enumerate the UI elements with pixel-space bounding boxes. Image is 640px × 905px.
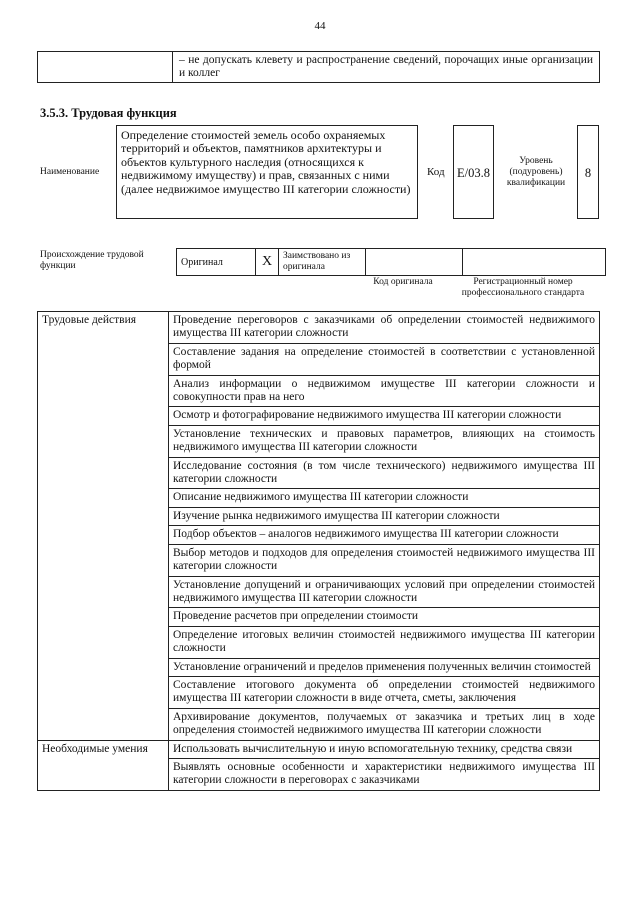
previous-table-fragment xyxy=(37,51,600,83)
section-title: 3.5.3. Трудовая функция xyxy=(40,106,177,120)
reg-number-caption: Регистрационный номер профессионального стандарта xyxy=(461,277,585,298)
labor-action-row-text: Составление задания на определение стоимостей в соответствии с установленной формой xyxy=(169,343,600,375)
code-label: Код xyxy=(427,166,445,178)
code-original-caption: Код оригинала xyxy=(373,277,433,287)
skills-label: Необходимые умения xyxy=(38,740,169,790)
labor-action-row-text: Подбор объектов – аналогов недвижимого имущества III категории сложности xyxy=(169,526,600,544)
labor-action-row-text: Составление итогового документа об определении стоимостей недвижимого имущества III категории сложности в виде отчета, сметы, заключения xyxy=(169,676,600,708)
labor-actions-label: Трудовые действия xyxy=(38,312,169,741)
function-table xyxy=(37,311,600,791)
labor-action-row-text: Осмотр и фотографирование недвижимого имущества III категории сложности xyxy=(169,407,600,425)
original-label: Оригинал xyxy=(177,249,256,276)
reg-number-cell xyxy=(463,249,606,276)
labor-action-row-text: Архивирование документов, получаемых от заказчика и третьих лиц в ходе определения стоимостей недвижимого имущества III категории сложности xyxy=(169,708,600,740)
labor-action-row-text: Исследование состояния (в том числе технического) недвижимого имущества III категории сложности xyxy=(169,457,600,489)
level-label: Уровень (подуровень) квалификации xyxy=(506,156,566,188)
labor-action-row-text: Изучение рынка недвижимого имущества III категории сложности xyxy=(169,507,600,525)
borrowed-label: Заимствовано из оригинала xyxy=(279,249,366,276)
labor-action-row-text: Установление допущений и ограничивающих условий при определении стоимостей недвижимого имущества III категории сложности xyxy=(169,576,600,608)
origin-label: Происхождение трудовой функции xyxy=(40,250,144,271)
code-original-cell xyxy=(366,249,463,276)
labor-action-row-text: Проведение переговоров с заказчиками об определении стоимостей недвижимого имущества III категории сложности xyxy=(169,312,600,344)
empty-cell xyxy=(38,52,173,83)
function-name-box: Определение стоимостей земель особо охраняемых территорий и объектов, памятников архитектуры и объектов культурного наследия (относящихся к недвижимому имуществу) и прав, связанных с ними (далее недвижимое имущество III категории сложности) xyxy=(116,125,418,219)
labor-action-row-text: Описание недвижимого имущества III категории сложности xyxy=(169,489,600,507)
origin-table xyxy=(176,248,606,276)
labor-action-row-text: Установление ограничений и пределов применения полученных величин стоимостей xyxy=(169,658,600,676)
labor-action-row xyxy=(38,312,600,344)
page-number: 44 xyxy=(314,20,326,32)
function-code-box: E/03.8 xyxy=(453,125,494,219)
labor-action-row-text: Определение итоговых величин стоимостей недвижимого имущества III категории сложности xyxy=(169,626,600,658)
labor-action-row-text: Анализ информации о недвижимом имуществе III категории сложности и совокупности прав на него xyxy=(169,375,600,407)
skill-row-text: Выявлять основные особенности и характеристики недвижимого имущества III категории сложности в переговорах с заказчиками xyxy=(169,758,600,790)
labor-action-row-text: Установление технических и правовых параметров, влияющих на стоимость недвижимого имущества III категории сложности xyxy=(169,425,600,457)
labor-action-row-text: Выбор методов и подходов для определения стоимостей недвижимого имущества III категории сложности xyxy=(169,544,600,576)
skill-row xyxy=(38,740,600,758)
level-value-box: 8 xyxy=(577,125,599,219)
labor-action-row-text: Проведение расчетов при определении стоимости xyxy=(169,608,600,626)
original-mark: X xyxy=(256,249,279,276)
fragment-text: – не допускать клевету и распространение сведений, порочащих иные организации и коллег xyxy=(173,52,600,83)
name-label: Наименование xyxy=(40,167,100,177)
skill-row-text: Использовать вычислительную и иную вспомогательную технику, средства связи xyxy=(169,740,600,758)
